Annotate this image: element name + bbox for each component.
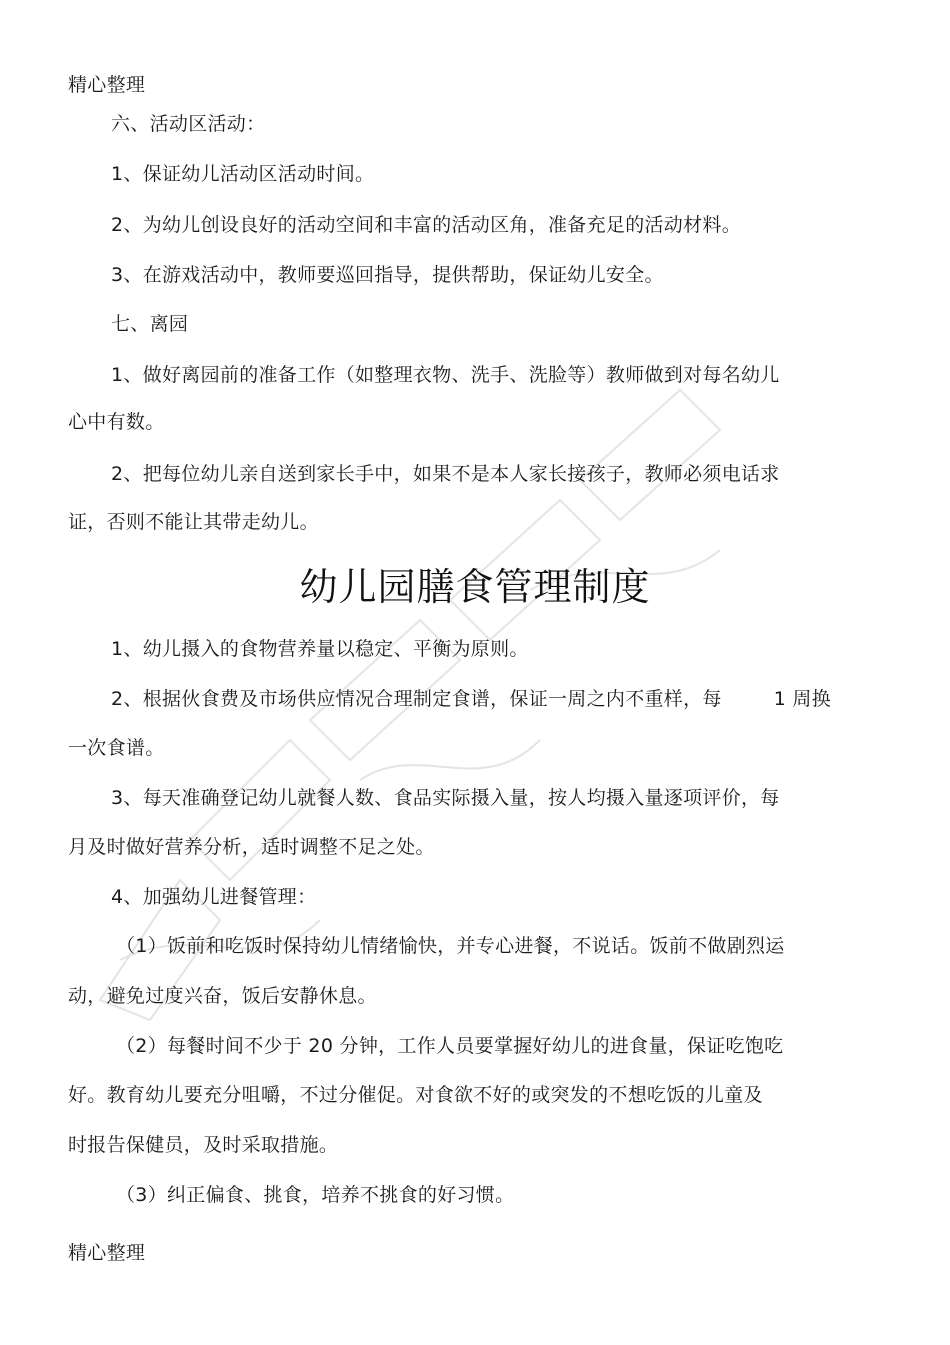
section-heading-departure: 七、离园 xyxy=(111,313,189,335)
page-header: 精心整理 xyxy=(68,74,146,96)
diet-item-2-weekly: 1 周换 xyxy=(773,688,832,710)
diet-sub-1-line-2: 动，避免过度兴奋，饭后安静休息。 xyxy=(68,985,377,1007)
diet-item-4: 4、加强幼儿进餐管理： xyxy=(111,886,317,908)
departure-item-2-line-2: 证，否则不能让其带走幼儿。 xyxy=(68,511,319,533)
diet-item-2-line-1 xyxy=(111,687,831,711)
diet-sub-3: （3）纠正偏食、挑食，培养不挑食的好习惯。 xyxy=(116,1184,515,1206)
diet-sub-2-line-2: 好。教育幼儿要充分咀嚼，不过分催促。对食欲不好的或突发的不想吃饭的儿童及 xyxy=(68,1084,763,1106)
departure-item-1-line-1: 1、做好离园前的准备工作（如整理衣物、洗手、洗脸等）教师做到对每名幼儿 xyxy=(111,364,780,386)
diet-item-3-line-1: 3、每天准确登记幼儿就餐人数、食品实际摄入量，按人均摄入量逐项评价，每 xyxy=(111,787,780,809)
diet-item-2-text: 2、根据伙食费及市场供应情况合理制定食谱，保证一周之内不重样，每 xyxy=(111,688,722,710)
diet-item-2-line-2: 一次食谱。 xyxy=(68,737,165,759)
diet-sub-1-line-1: （1）饭前和吃饭时保持幼儿情绪愉快，并专心进餐，不说话。饭前不做剧烈运 xyxy=(116,935,785,957)
activity-item-2: 2、为幼儿创设良好的活动空间和丰富的活动区角，准备充足的活动材料。 xyxy=(111,214,741,236)
departure-item-1-line-2: 心中有数。 xyxy=(68,411,165,433)
diet-item-1: 1、幼儿摄入的食物营养量以稳定、平衡为原则。 xyxy=(111,638,529,660)
activity-item-1: 1、保证幼儿活动区活动时间。 xyxy=(111,163,375,185)
diet-sub-2-line-3: 时报告保健员，及时采取措施。 xyxy=(68,1134,339,1156)
page-footer: 精心整理 xyxy=(68,1242,146,1264)
diet-item-3-line-2: 月及时做好营养分析，适时调整不足之处。 xyxy=(68,836,435,858)
diet-sub-2-line-1: （2）每餐时间不少于 20 分钟，工作人员要掌握好幼儿的进食量，保证吃饱吃 xyxy=(116,1035,784,1057)
section-heading-activity-area: 六、活动区活动： xyxy=(111,113,266,135)
page-title: 幼儿园膳食管理制度 xyxy=(299,565,651,609)
activity-item-3: 3、在游戏活动中，教师要巡回指导，提供帮助，保证幼儿安全。 xyxy=(111,264,664,286)
departure-item-2-line-1: 2、把每位幼儿亲自送到家长手中，如果不是本人家长接孩子，教师必须电话求 xyxy=(111,463,780,485)
